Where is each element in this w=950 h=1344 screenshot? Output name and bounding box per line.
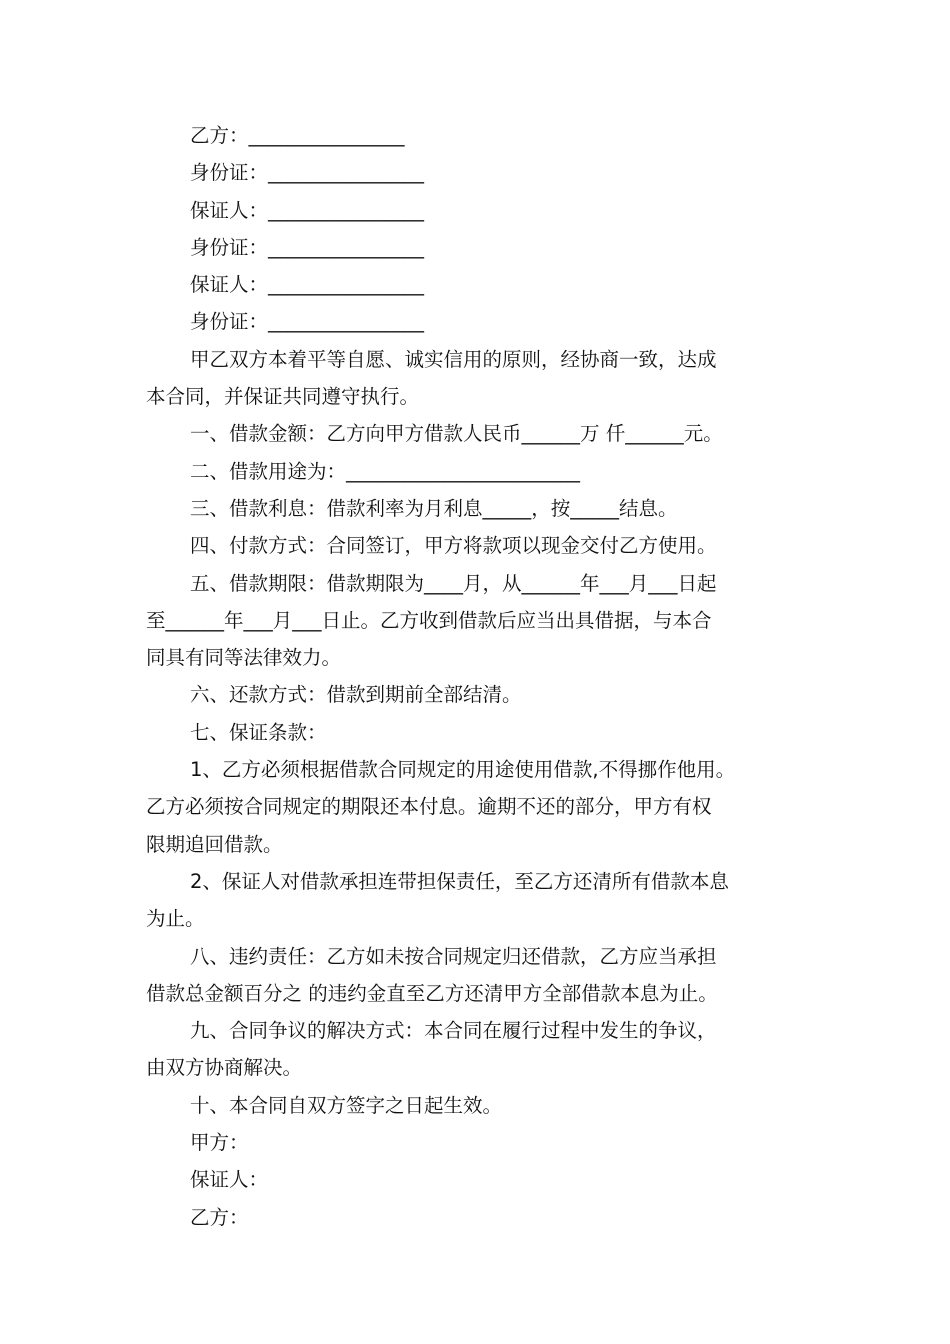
preamble-line-2: 本合同，并保证共同遵守执行。 (146, 385, 420, 409)
preamble-line-1: 甲乙双方本着平等自愿、诚实信用的原则，经协商一致，达成 (190, 347, 717, 371)
signature-guarantor: 保证人： (190, 1168, 269, 1192)
clause-6-repayment: 六、还款方式：借款到期前全部结清。 (190, 683, 522, 707)
guarantor-1-id-line: 身份证：________________ (190, 235, 425, 259)
signature-party-b: 乙方： (190, 1205, 249, 1229)
contract-body (146, 117, 826, 1236)
clause-7-item-1-line-1: 1、乙方必须根据借款合同规定的用途使用借款,不得挪作他用。 (190, 758, 736, 782)
clause-7-item-1-line-3: 限期追回借款。 (146, 832, 283, 856)
clause-8-breach-line-1: 八、违约责任：乙方如未按合同规定归还借款，乙方应当承担 (190, 944, 717, 968)
clause-2-purpose: 二、借款用途为：________________________ (190, 459, 581, 483)
clause-1-amount: 一、借款金额：乙方向甲方借款人民币______万 仟______元。 (190, 422, 723, 446)
party-b-id-line: 身份证：________________ (190, 161, 425, 185)
clause-9-dispute-line-1: 九、合同争议的解决方式：本合同在履行过程中发生的争议， (190, 1019, 717, 1043)
clause-8-breach-line-2: 借款总金额百分之 的违约金直至乙方还清甲方全部借款本息为止。 (146, 981, 718, 1005)
clause-5-term-line-2: 至______年___月___日止。乙方收到借款后应当出具借据，与本合 (146, 608, 712, 632)
guarantor-1-line: 保证人：________________ (190, 198, 425, 222)
clause-7-item-2-line-2: 为止。 (146, 907, 205, 931)
clause-5-term-line-1: 五、借款期限：借款期限为____月，从______年___月___日起 (190, 571, 717, 595)
party-b-line: 乙方：________________ (190, 124, 405, 147)
clause-10-effective: 十、本合同自双方签字之日起生效。 (190, 1093, 503, 1117)
guarantor-2-line: 保证人：________________ (190, 273, 425, 297)
clause-5-term-line-3: 同具有同等法律效力。 (146, 646, 342, 670)
clause-7-item-2-line-1: 2、保证人对借款承担连带担保责任，至乙方还清所有借款本息 (190, 869, 729, 893)
clause-9-dispute-line-2: 由双方协商解决。 (146, 1056, 303, 1080)
guarantor-2-id-line: 身份证：________________ (190, 310, 425, 334)
signature-party-a: 甲方： (190, 1131, 249, 1155)
clause-7-heading: 七、保证条款： (190, 720, 327, 744)
clause-7-item-1-line-2: 乙方必须按合同规定的期限还本付息。逾期不还的部分，甲方有权 (146, 795, 712, 819)
clause-4-payment: 四、付款方式：合同签订，甲方将款项以现金交付乙方使用。 (190, 534, 717, 558)
clause-3-interest: 三、借款利息：借款利率为月利息_____，按_____结息。 (190, 496, 678, 520)
